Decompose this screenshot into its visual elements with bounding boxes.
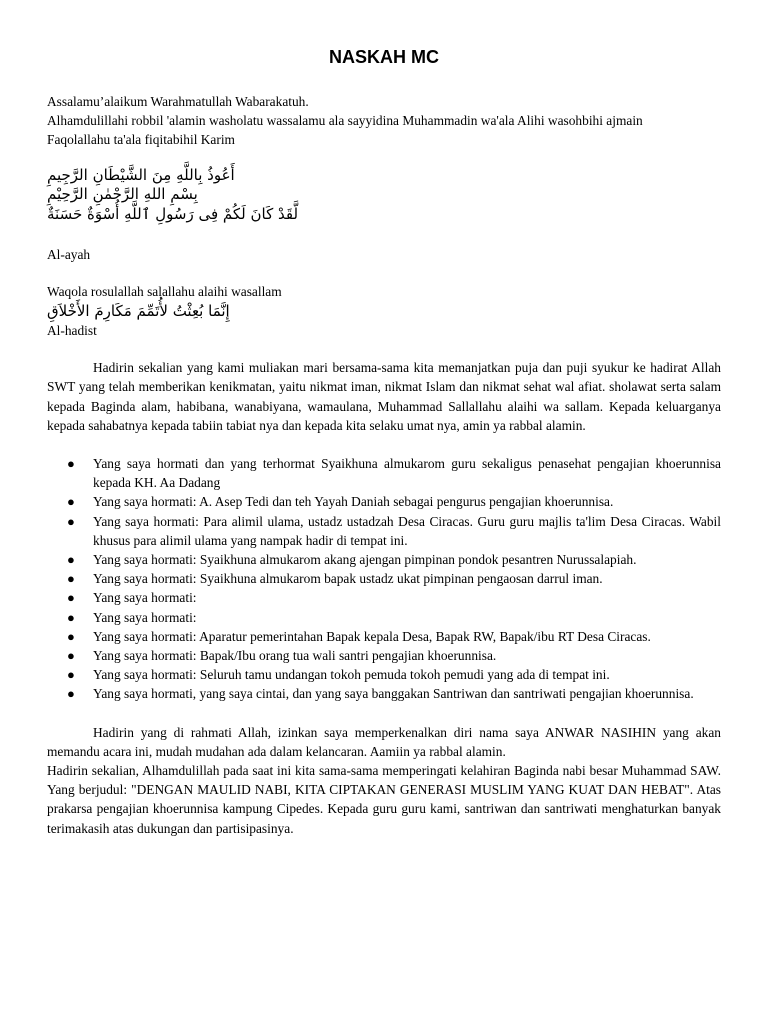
list-item: ● Yang saya hormati: Aparatur pemerintahan Bapak kepala Desa, Bapak RW, Bapak/ibu RT Desa Ciracas. [47,627,721,646]
spacer [47,224,721,245]
bullet-icon: ● [67,686,75,702]
bullet-icon: ● [67,456,75,472]
hadith-intro: Waqola rosulallah salallahu alaihi wasallam [47,284,282,300]
bullet-icon: ● [67,667,75,683]
list-item: ● Yang saya hormati: Syaikhuna almukarom bapak ustadz ukat pimpinan pengaosan darrul iman. [47,569,721,588]
list-item: ● Yang saya hormati: A. Asep Tedi dan teh Yayah Daniah sebagai pengurus pengajian khoerunnisa. [47,492,721,511]
spacer [47,340,721,358]
bullet-icon: ● [67,648,75,664]
document-title: NASKAH MC [329,47,439,67]
list-item: ● Yang saya hormati: Bapak/Ibu orang tua wali santri pengajian khoerunnisa. [47,646,721,665]
list-item: ● Yang saya hormati, yang saya cintai, dan yang saya banggakan Santriwan dan santriwati pengajian khoerunnisa. [47,684,721,703]
list-item: ● Yang saya hormati dan yang terhormat Syaikhuna almukarom guru sekaligus penasehat pengajian khoerunnisa kepada KH. Aa Dadang [67,456,721,491]
bullet-icon: ● [67,609,75,625]
event-paragraph: Hadirin sekalian, Alhamdulillah pada saat ini kita sama-sama memperingati kelahiran Baginda nabi besar Muhammad SAW. Yang berjudul: "DENGAN MAULID NABI, KITA CIPTAKAN GENERASI MUSLIM YANG KUAT DAN HEBAT". Atas prakarsa pengajian khoerunnisa kampung Cipedes. Kepada guru guru kami, santriwan dan santriwati menghaturkan banyak terimakasih atas dukungan dan partisipasinya. [47,763,721,836]
bullet-icon: ● [67,590,75,606]
opening-salam: Assalamu’alaikum Warahmatullah Wabarakatuh. [47,94,309,109]
list-item: ● Yang saya hormati: Para alimil ulama, ustadz ustadzah Desa Ciracas. Guru guru majlis ta'lim Desa Ciracas. Wabil khusus para alimil ulama yang nampak hadir di tempat ini. [67,513,721,548]
list-item: ● Yang saya hormati: Syaikhuna almukarom akang ajengan pimpinan pondok pesantren Nurussalapiah. [47,550,721,569]
arabic-verse: لَّقَدْ كَانَ لَكُمْ فِى رَسُولِ ٱللَّهِ أُسْوَةٌ حَسَنَةٌ [47,204,299,223]
spacer [47,704,721,723]
verse-label: Al-ayah [47,247,91,263]
introduction-paragraph: Hadirin yang di rahmati Allah, izinkan saya memperkenalkan diri nama saya ANWAR NASIHIN yang akan memandu acara ini, mudah mudahan ada dalam kelancaran. Aamiin ya rabbal alamin. [47,724,721,759]
opening-hamdalah: Alhamdulillahi robbil 'alamin washolatu wassalamu ala sayyidina Muhammadin wa'ala Alihi wasohbihi ajmain [47,113,643,129]
hadith-arabic: إِنَّمَا بُعِثْتُ لأُتَمِّمَ مَكَارِمَ الأَخْلاَقِ [47,301,230,320]
bullet-icon: ● [67,494,75,510]
spacer [47,264,721,282]
opening-paragraph: Hadirin sekalian yang kami muliakan mari bersama-sama kita memanjatkan puja dan puji syukur ke hadirat Allah SWT yang telah memberikan kenikmatan, yaitu nikmat iman, nikmat Islam dan nikmat sehat wal afiat. sholawat serta salam kepada Baginda alam, habibana, wanabiyana, wamaulana, Muhammad Sallallahu alaihi wa sallam. Kepada keluarganya kepada sahabatnya kepada tabiin tabiat nya dan kepada kita selaku umat nya, amin ya rabbal alamin. [47,360,721,433]
arabic-taawudz: أَعُوذُ بِاللَّهِ مِنَ الشَّيْطَانِ الرَّجِيمِ [47,165,235,184]
bullet-icon: ● [67,628,75,644]
bullet-icon: ● [67,513,75,529]
list-item: ● Yang saya hormati: [47,608,721,627]
list-item: ● Yang saya hormati: Seluruh tamu undangan tokoh pemuda tokoh pemudi yang ada di tempat ini. [47,665,721,684]
spacer [47,435,721,454]
hadith-label: Al-hadist [47,323,97,339]
bullet-icon: ● [67,552,75,568]
arabic-basmalah: بِسْمِ اللهِ الرَّحْمٰنِ الرَّحِيْمِ [47,185,198,204]
spacer [47,150,721,166]
greetings-list [47,454,721,704]
bullet-icon: ● [67,571,75,587]
list-item: ● Yang saya hormati: [47,588,721,607]
opening-faqola: Faqolallahu ta'ala fiqitabihil Karim [47,132,235,148]
